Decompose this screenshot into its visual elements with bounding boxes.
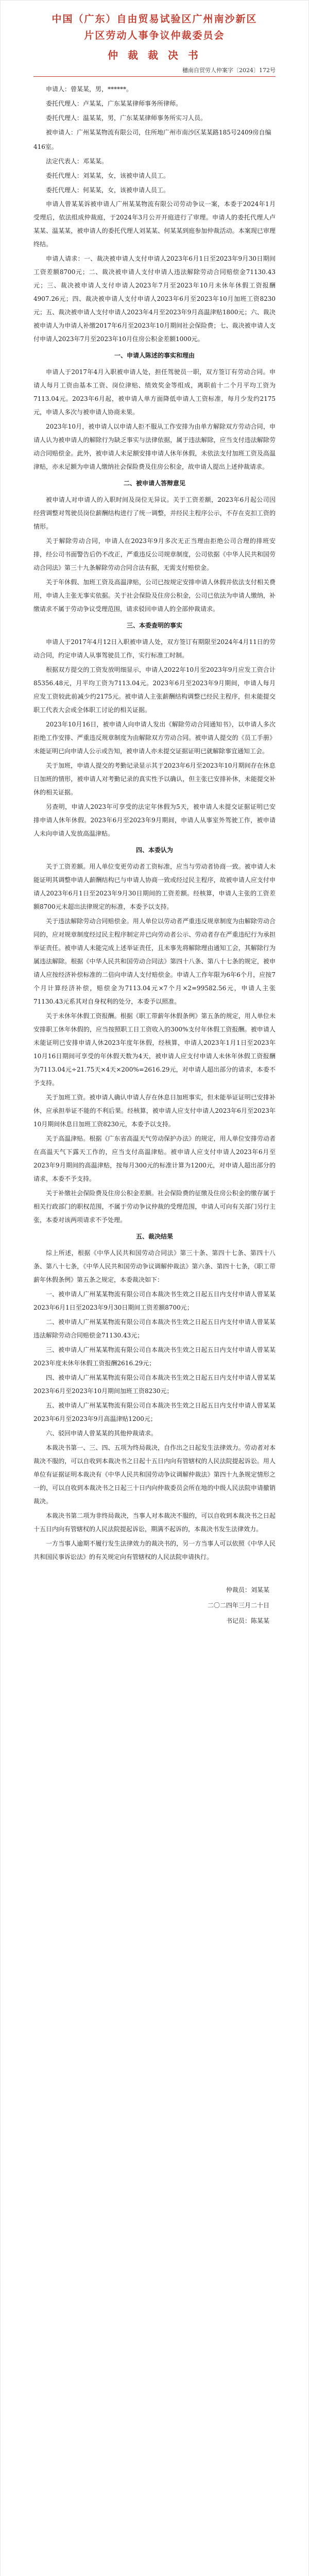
issuing-body-line-1: 中国（广东）自由贸易试验区广州南沙新区 [52,13,258,25]
body-paragraph: 关于高温津贴。根据《广东省高温天气劳动保护办法》的规定，用人单位安排劳动者在高温天气下露天工作的，应当支付高温津贴。被申请人应支付申请人2023年6月至2023年9月期间的高温津贴，按每月300元的标准计算为1200元，对申请人超出部分的请求，本委不予支持。 [33,1135,276,1182]
body-paragraph: 2023年10月16日，被申请人向申请人发出《解除劳动合同通知书》，以申请人多次拒绝工作安排、严重违反规章制度为由解除双方劳动合同。被申请人提交的《员工手册》未能证明已向申请人公示或告知，被申请人亦未提交证据证明已就解除事宜通知工会。 [33,721,276,755]
issuing-body-line-2: 片区劳动人事争议仲裁委员会 [84,30,225,41]
party-line: 委托代理人：刘某某，女，该被申请人员工。 [46,172,170,179]
body-paragraph: 根据双方提交的工资发放明细显示，申请人2022年10月至2023年9月应发工资合计85356.48元，月平均工资为7113.04元。2023年6月至2023年9月期间，申请人每月应发工资较此前减少约2175元。被申请人主张薪酬结构调整已经民主程序，但未能提交职工代表大会或全体职工讨论的相关证据。 [33,666,276,714]
section-heading: 一、申请人陈述的事实和理由 [114,352,195,359]
signature-block [33,1582,276,1629]
body-paragraph: 申请人于2017年4月12日入职被申请人处，双方签订有期限至2024年4月11日的劳动合同，约定申请人从事驾驶员工作，实行标准工时制。 [33,638,276,659]
award-item: 六、驳回申请人曾某某的其他仲裁请求。 [46,1430,158,1437]
body-paragraph: 关于补缴社会保险费及住房公积金差额。社会保险费的征缴及住房公积金的缴存属于相关行政部门的职权范围，不属于劳动争议仲裁的受理范围，申请人可向有关部门另行主张，本委对该两项请求不予处理。 [33,1190,276,1224]
body-paragraph: 一方当事人逾期不履行发生法律效力的裁决书的，另一方当事人可以依照《中华人民共和国民事诉讼法》的有关规定向有管辖权的人民法院申请执行。 [33,1540,276,1561]
arbitrator-name: 仲裁员：刘某某 [226,1586,269,1594]
body-paragraph: 2023年10月，被申请人以申请人拒不服从工作安排为由单方解除双方劳动合同，申请人认为被申请人的解除行为缺乏事实与法律依据，属于违法解除，应当支付违法解除劳动合同赔偿金。此外，被申请人未足额安排申请人休年休假，未依法支付加班工资及高温津贴，亦未足额为申请人缴纳社会保险费及住房公积金，故申请人提出上述仲裁请求。 [33,423,276,470]
party-line: 委托代理人：温某某，男，广东某某律师事务所实习人员。 [46,114,207,122]
intro-paragraph: 申请人曾某某诉被申请人广州某某物流有限公司劳动争议一案，本委于2024年1月受理后，依法组成仲裁庭，于2024年3月公开开庭进行了审理。申请人的委托代理人卢某某、温某某，被申请人的委托代理人刘某某、何某某到庭参加仲裁活动。本案现已审理终结。 [33,200,276,248]
body-paragraph: 综上所述，根据《中华人民共和国劳动合同法》第三十条、第四十七条、第四十八条、第八十七条，《中华人民共和国劳动争议调解仲裁法》第六条、第四十七条，《职工带薪年休假条例》第五条之规定，本委裁决如下： [33,1249,276,1283]
intro-block [33,197,276,346]
section-award [33,1229,276,1564]
award-date: 二〇二四年三月二十日 [207,1602,269,1609]
section-heading: 四、本委认为 [135,846,173,854]
body-paragraph: 本裁决书第二项为非终局裁决，当事人对本裁决不服的，可以自收到本裁决书之日起十五日内向有管辖权的人民法院提起诉讼，期满不起诉的，本裁决书发生法律效力。 [33,1512,276,1533]
body-paragraph: 关于加班，申请人提交的考勤记录显示其于2023年6月至2023年10月期间存在休息日加班的情形，被申请人对考勤记录的真实性予以确认，但主张已安排补休，未能提交补休的相关证据。 [33,762,276,796]
parties-block [33,82,276,197]
claims-paragraph: 申请人请求：一、裁决被申请人支付申请人2023年6月1日至2023年9月30日期间工资差额8700元；二、裁决被申请人支付申请人违法解除劳动合同赔偿金71130.43元；三、裁决被申请人支付申请人2023年7月至2023年10月未休年休假工资报酬4907.26元；四、裁决被申请人支付申请人2023年6月至2023年10月加班工资8230元；五、裁决被申请人支付申请人2023年4月至2023年9月高温津贴1800元；六、裁决被申请人为申请人补缴2017年6月至2023年10月期间社会保险费；七、裁决被申请人支付申请人2023年7月至2023年10月住房公积金差额1000元。 [33,255,276,343]
award-item: 一、被申请人广州某某物流有限公司自本裁决书生效之日起五日内支付申请人曾某某2023年6月1日至2023年9月30日期间工资差额8700元； [33,1291,276,1311]
body-paragraph: 关于加班工资。被申请人确认申请人存在休息日加班事实，但未能举证证明已安排补休，应承担举证不能的不利后果。经核算，被申请人应支付申请人2023年6月至2023年10月期间休息日加班工资8230元，本委予以支持。 [33,1094,276,1128]
party-line: 委托代理人：卢某某，广东某某律师事务所律师。 [46,100,182,107]
body-paragraph: 关于未休年休假工资报酬。根据《职工带薪年休假条例》第五条的规定，用人单位未安排职工休年休假的，应当按照职工日工资收入的300%支付年休假工资报酬。被申请人未能证明已安排申请人休2023年度年休假，经核算，申请人2023年1月1日至2023年10月16日期间可享受的年休假天数为4天，被申请人应支付申请人未休年休假工资报酬为7113.04元÷21.75天×4天×200%=2616.29元，对申请人超出部分的请求，本委不予支持。 [33,1012,276,1087]
section-committee-opinion [33,842,276,1227]
party-line: 申请人：曾某某，男，******。 [46,86,133,93]
award-item: 二、被申请人广州某某物流有限公司自本裁决书生效之日起五日内支付申请人曾某某违法解除劳动合同赔偿金71130.43元； [33,1318,276,1339]
body-paragraph: 关于违法解除劳动合同赔偿金。用人单位以劳动者严重违反规章制度为由解除劳动合同的，应对规章制度经过民主程序制定并已向劳动者公示、劳动者存在严重违纪行为承担举证责任。被申请人未能完成上述举证责任，且未事先将解除理由通知工会，其解除行为属违法解除。根据《中华人民共和国劳动合同法》第四十八条、第八十七条的规定，被申请人应按经济补偿标准的二倍向申请人支付赔偿金。申请人工作年限为6年6个月，应按7个月计算经济补偿，赔偿金为7113.04元×7个月×2=99582.56元，申请人主张71130.43元系其对自身权利的处分，本委予以照准。 [33,918,276,1005]
section-heading: 二、被申请人答辩意见 [123,480,185,487]
clerk-name: 书记员：陈某某 [226,1617,269,1624]
section-respondent-defense [33,476,276,616]
header-divider [33,76,276,77]
section-applicant-statement [33,348,276,473]
body-paragraph: 关于工资差额。用人单位变更劳动者工资标准，应当与劳动者协商一致。被申请人未能证明其调整申请人薪酬结构已与申请人协商一致或经过民主程序，故被申请人应支付申请人2023年6月1日至2023年9月30日期间的工资差额。经核算，申请人主张的工资差额8700元未超出法律规定的标准，本委予以支持。 [33,863,276,910]
body-paragraph: 关于年休假、加班工资及高温津贴，公司已按规定安排申请人休假并依法支付相关费用，申请人主张无事实依据。关于社会保险及住房公积金，公司已依法为申请人缴纳，补缴请求不属于劳动争议受理范围，请求驳回申请人的全部仲裁请求。 [33,579,276,613]
award-item: 四、被申请人广州某某物流有限公司自本裁决书生效之日起五日内支付申请人曾某某2023年6月至2023年10月期间加班工资8230元； [33,1374,276,1395]
award-item: 五、被申请人广州某某物流有限公司自本裁决书生效之日起五日内支付申请人曾某某2023年6月至2023年9月高温津贴1200元； [33,1402,276,1422]
party-line: 法定代表人：邓某某。 [46,158,108,165]
body-paragraph: 本裁决书第一、三、四、五项为终局裁决，自作出之日起发生法律效力。劳动者对本裁决不服的，可以自收到本裁决书之日起十五日内向有管辖权的人民法院提起诉讼。用人单位有证据证明本裁决有《中华人民共和国劳动争议调解仲裁法》第四十九条规定情形之一的，可以自收到本裁决书之日起三十日内向仲裁委员会所在地的中级人民法院申请撤销裁决。 [33,1444,276,1505]
body-paragraph: 申请人于2017年4月入职被申请人处，担任驾驶员一职，双方签订有劳动合同。申请人每月工资由基本工资、岗位津贴、绩效奖金等组成，离职前十二个月平均工资为7113.04元。2023年6月起，被申请人单方面降低申请人工资标准，每月少发约2175元，申请人多次与被申请人协商未果。 [33,368,276,416]
body-paragraph: 被申请人对申请人的入职时间及岗位无异议。关于工资差额，2023年6月起公司因经营调整对驾驶员岗位薪酬结构进行了统一调整，并经民主程序公示，不存在克扣工资的情形。 [33,496,276,530]
body-paragraph: 关于解除劳动合同，申请人在2023年9月多次无正当理由拒绝公司合理的排班安排，经公司书面警告后仍不改正，严重违反公司规章制度，公司依据《中华人民共和国劳动合同法》第三十九条解除劳动合同合法有据，无需支付赔偿金。 [33,537,276,571]
party-line: 委托代理人：何某某，女，该被申请人员工。 [46,187,170,194]
section-heading: 五、裁决结果 [135,1233,173,1240]
party-line: 被申请人：广州某某物流有限公司，住所地广州市南沙区某某路185号2409房自编416室。 [33,129,271,150]
case-number: 穗南自贸劳人仲案字〔2024〕172号 [182,67,276,74]
body-paragraph: 另查明，申请人2023年可享受的法定年休假为5天，被申请人未提交证据证明已安排申请人休年休假。2023年6月至2023年9月期间，申请人从事室外驾驶工作，被申请人未向申请人发放高温津贴。 [33,803,276,837]
award-item: 三、被申请人广州某某物流有限公司自本裁决书生效之日起五日内支付申请人曾某某2023年度未休年休假工资报酬2616.29元； [33,1346,276,1367]
section-heading: 三、本委查明的事实 [126,622,182,629]
section-found-facts [33,618,276,840]
document-title: 仲 裁 裁 决 书 [108,49,201,61]
